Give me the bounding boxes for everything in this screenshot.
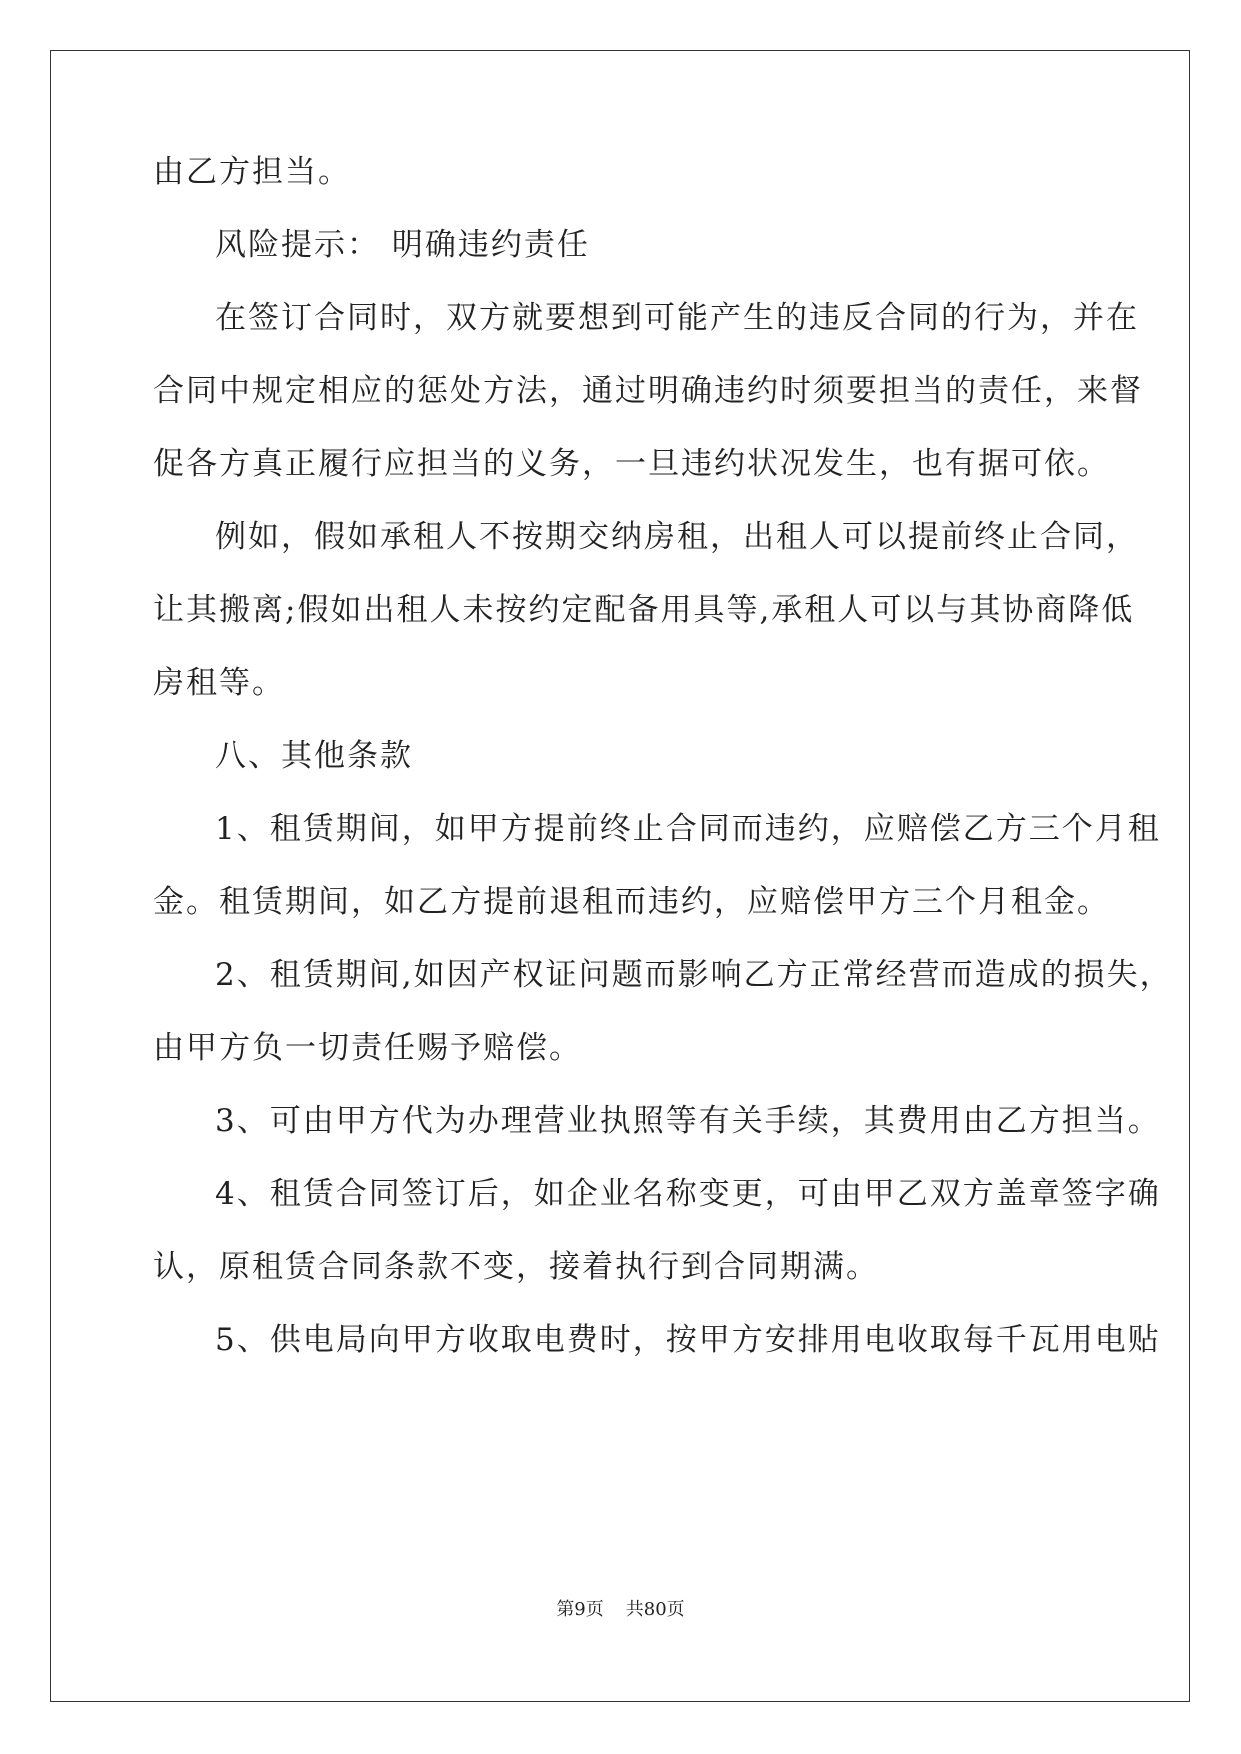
page-total: 共80页: [625, 1599, 685, 1620]
text-line: 促各方真正履行应担当的义务，一旦违约状况发生，也有据可依。: [153, 446, 1110, 482]
text-line: 由乙方担当。: [153, 154, 351, 190]
text-line: 在签订合同时，双方就要想到可能产生的违反合同的行为，并在: [215, 300, 1139, 336]
text-line: 让其搬离;假如出租人未按约定配备用具等,承租人可以与其协商降低: [153, 592, 1135, 628]
text-line: 合同中规定相应的惩处方法，通过明确违约时须要担当的责任，来督: [153, 373, 1143, 409]
text-line: 例如，假如承租人不按期交纳房租，出租人可以提前终止合同，: [215, 519, 1139, 555]
text-line: 金。租赁期间，如乙方提前退租而违约，应赔偿甲方三个月租金。: [153, 884, 1110, 920]
text-line: 房租等。: [153, 665, 285, 701]
risk-heading: 风险提示： 明确违约责任: [215, 227, 590, 263]
page-number: 第9页: [556, 1599, 604, 1620]
text-line: 2、租赁期间,如因产权证问题而影响乙方正常经营而造成的损失，: [215, 957, 1173, 993]
text-line: 由甲方负一切责任赐予赔偿。: [153, 1030, 582, 1066]
text-line: 3、可由甲方代为办理营业执照等有关手续，其费用由乙方担当。: [215, 1103, 1161, 1139]
text-line: 5、供电局向甲方收取电费时，按甲方安排用电收取每千瓦用电贴: [215, 1322, 1161, 1358]
section-heading: 八、其他条款: [215, 738, 413, 774]
page-footer: [0, 1598, 1241, 1622]
text-line: 认，原租赁合同条款不变，接着执行到合同期满。: [153, 1249, 879, 1285]
text-line: 4、租赁合同签订后，如企业名称变更，可由甲乙双方盖章签字确: [215, 1176, 1161, 1212]
text-line: 1、租赁期间，如甲方提前终止合同而违约，应赔偿乙方三个月租: [215, 811, 1161, 847]
